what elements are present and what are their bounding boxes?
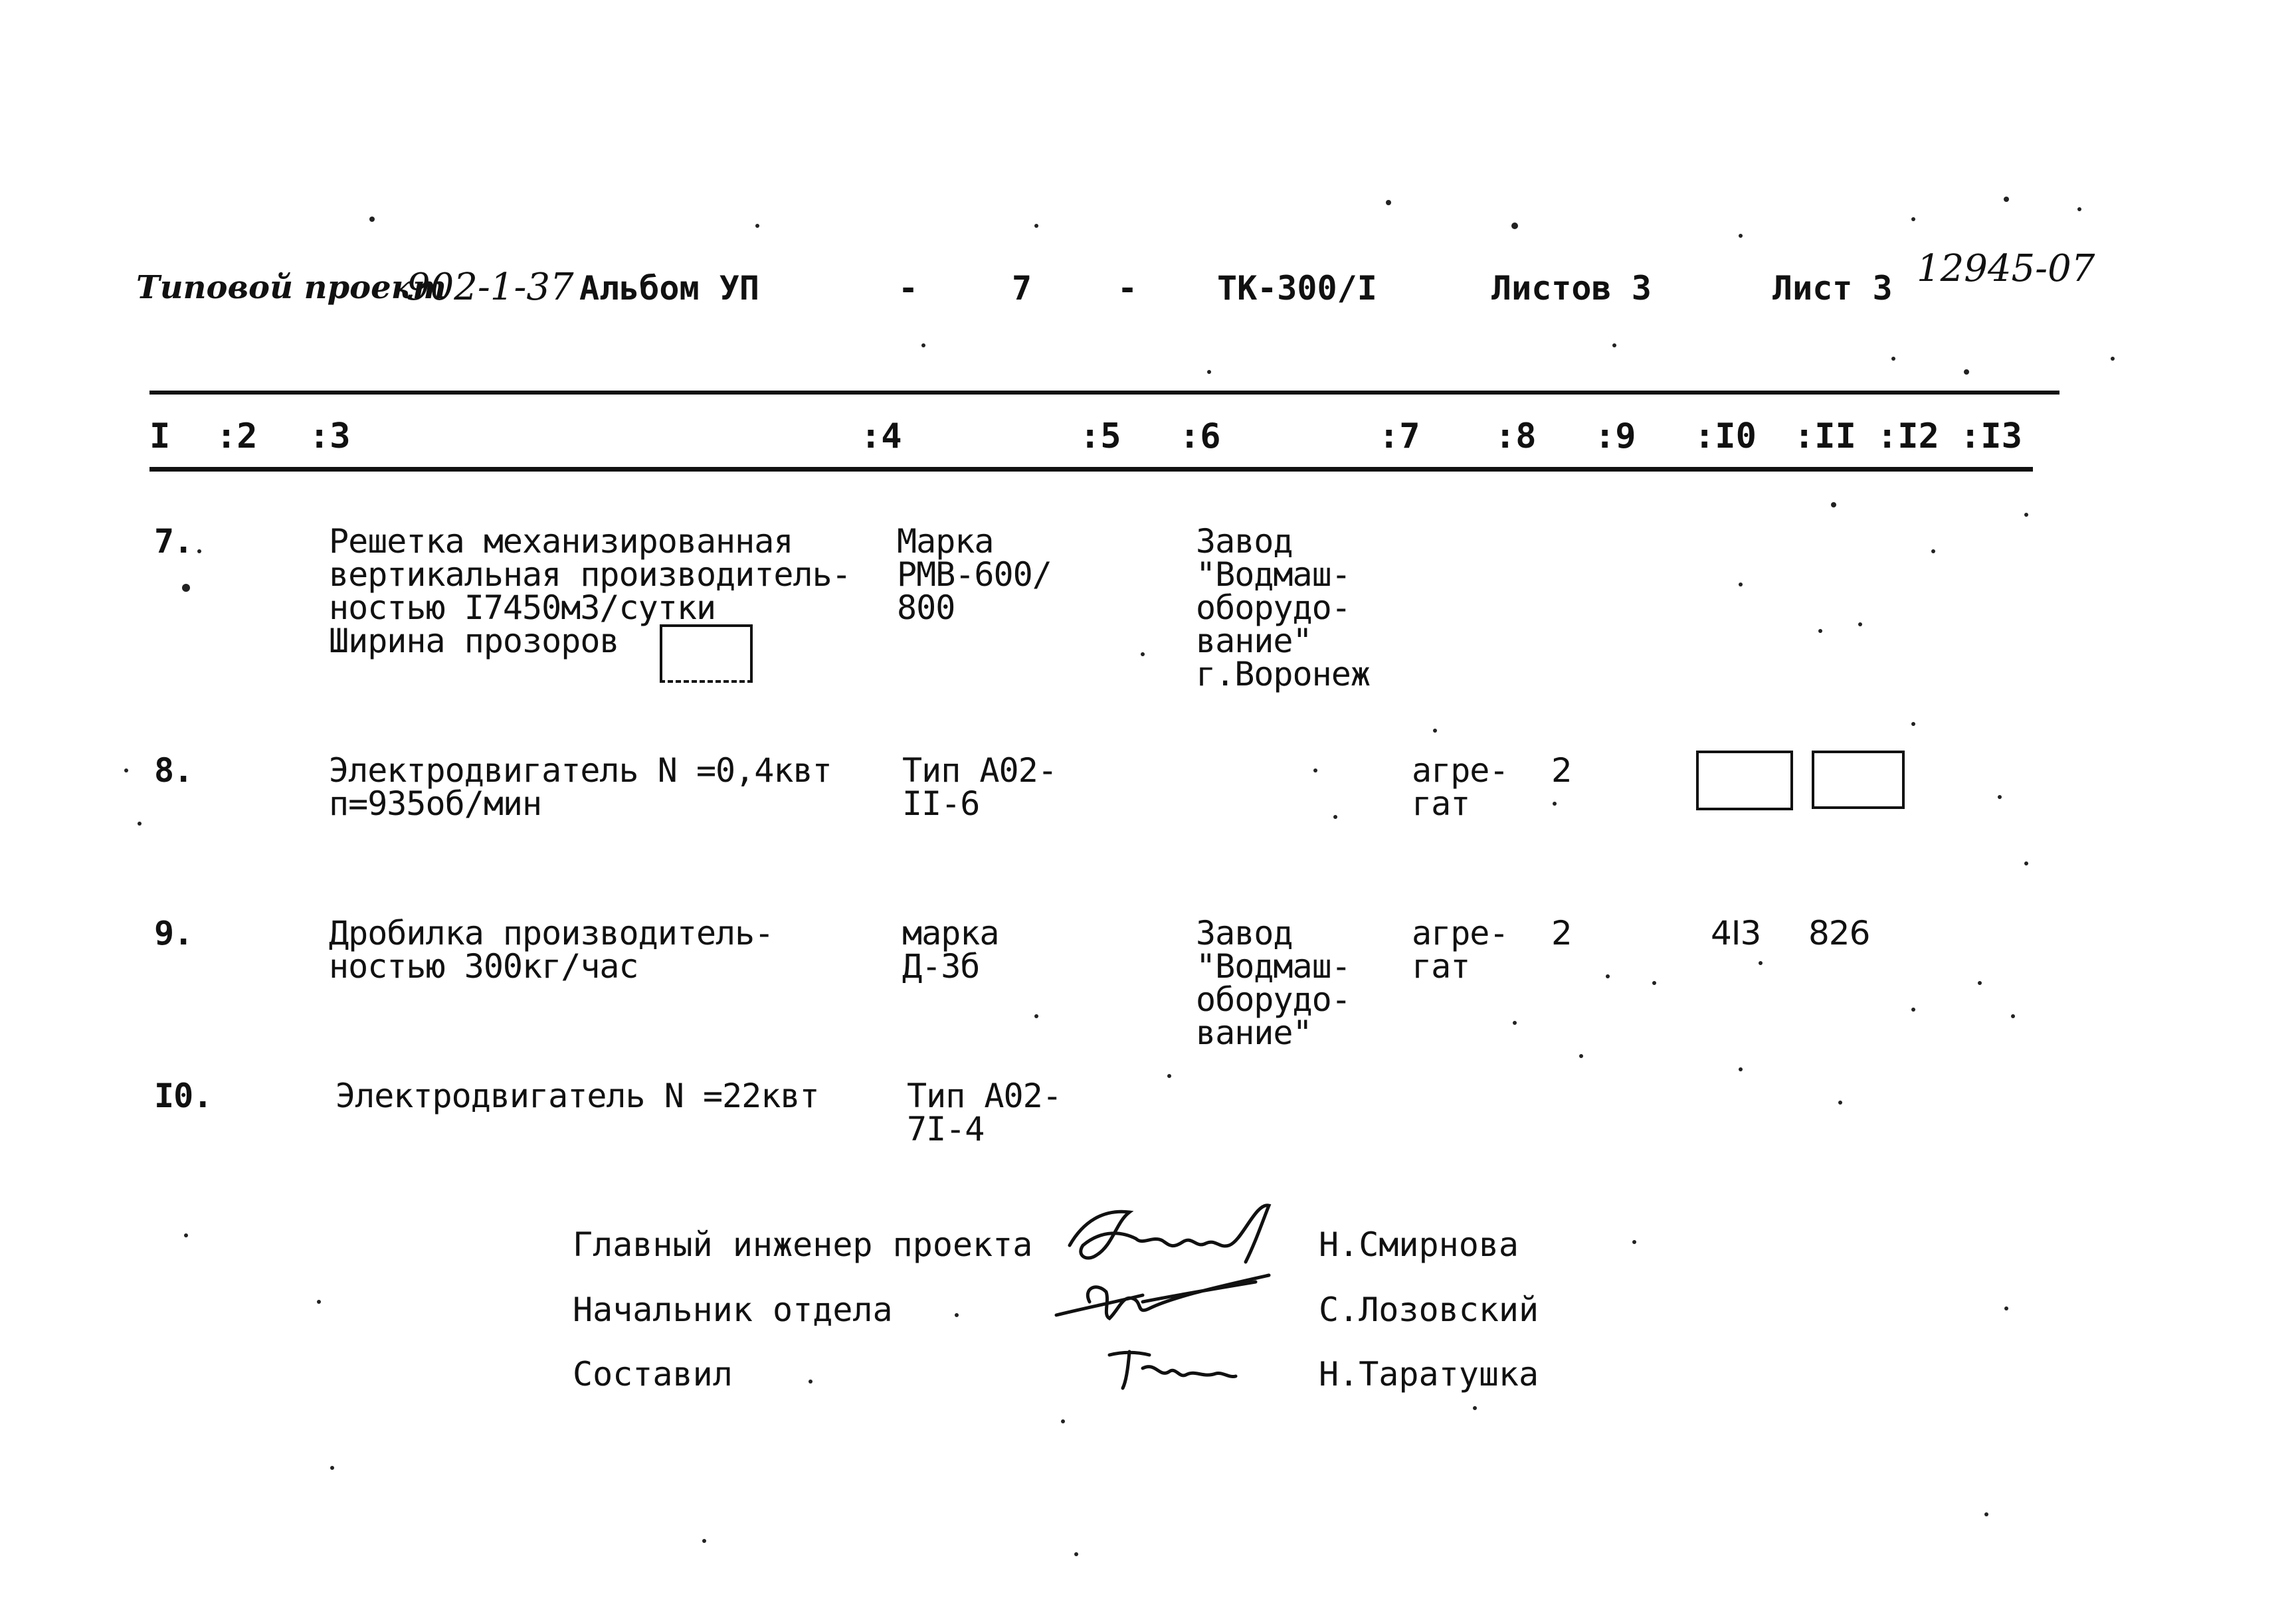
col-6: :6 <box>1179 416 1221 456</box>
page-number: 7 <box>1012 269 1032 308</box>
signature-compiler <box>1103 1342 1249 1395</box>
signature-role-compiler: Составил <box>573 1355 733 1393</box>
col-5: :5 <box>1080 416 1121 456</box>
item-manufacturer: Завод "Водмаш- оборудо- вание" <box>1196 914 1351 1052</box>
col-2: :2 <box>216 416 258 456</box>
signature-name-department-head: С.Лозовский <box>1319 1291 1539 1329</box>
col-12: :I2 <box>1877 416 1939 456</box>
sheet-number: Лист 3 <box>1772 269 1893 308</box>
item-unit: агре- гат <box>1412 751 1509 823</box>
archive-number: 12945-07 <box>1917 247 2095 290</box>
album-label: Альбом УП <box>579 269 759 308</box>
item-name: Электродвигатель N =0,4квт п=935об/мин <box>329 751 832 823</box>
item-price: 4I3 <box>1711 914 1761 952</box>
item-qty: 2 <box>1551 914 1572 952</box>
item-name: Электродвигатель N =22квт <box>335 1077 819 1115</box>
col-9: :9 <box>1594 416 1636 456</box>
row-number: 9. <box>154 914 193 952</box>
item-type: Марка РМВ-600/ 800 <box>897 522 1052 627</box>
blank-box <box>660 624 753 683</box>
item-name: Дробилка производитель- ностью 300кг/час <box>329 914 774 986</box>
col-4: :4 <box>860 416 902 456</box>
col-13: :I3 <box>1960 416 2022 456</box>
blank-box <box>1696 751 1793 810</box>
signature-name-chief-engineer: Н.Смирнова <box>1319 1225 1519 1264</box>
header-top-rule <box>149 391 2059 395</box>
signature-role-chief-engineer: Главный инженер проекта <box>573 1225 1033 1264</box>
signature-role-department-head: Начальник отдела <box>573 1291 893 1329</box>
col-10: :I0 <box>1694 416 1757 456</box>
row-number: 7. <box>154 522 193 561</box>
item-manufacturer: Завод "Водмаш- оборудо- вание" г.Воронеж <box>1196 522 1370 693</box>
col-1: I <box>149 416 171 456</box>
signature-name-compiler: Н.Таратушка <box>1319 1355 1539 1393</box>
header-bottom-rule <box>149 467 2033 472</box>
item-type: Тип А02- II-6 <box>902 751 1057 823</box>
item-unit: агре- гат <box>1412 914 1509 986</box>
row-number: I0. <box>154 1077 213 1115</box>
drawing-code: ТК-300/I <box>1217 269 1377 308</box>
item-qty: 2 <box>1551 751 1572 790</box>
project-number: 902-1-37 <box>407 266 574 309</box>
item-name: Решетка механизированная вертикальная производитель- ностью I7450м3/сутки Ширина прозоров <box>329 522 851 660</box>
project-label: Типовой проект <box>136 269 446 306</box>
row-number: 8. <box>154 751 193 790</box>
dash-left: - <box>898 269 919 308</box>
col-8: :8 <box>1495 416 1537 456</box>
col-3: :3 <box>309 416 351 456</box>
signature-department-head <box>1043 1262 1282 1335</box>
col-11: :II <box>1794 416 1856 456</box>
sheets-count: Листов 3 <box>1491 269 1652 308</box>
col-7: :7 <box>1379 416 1420 456</box>
signature-chief-engineer <box>1056 1182 1295 1275</box>
item-type: марка Д-3б <box>902 914 999 986</box>
blank-box <box>1812 751 1905 809</box>
dash-right: - <box>1117 269 1138 308</box>
item-total: 826 <box>1808 914 1870 952</box>
item-type: Тип А02- 7I-4 <box>907 1077 1062 1148</box>
